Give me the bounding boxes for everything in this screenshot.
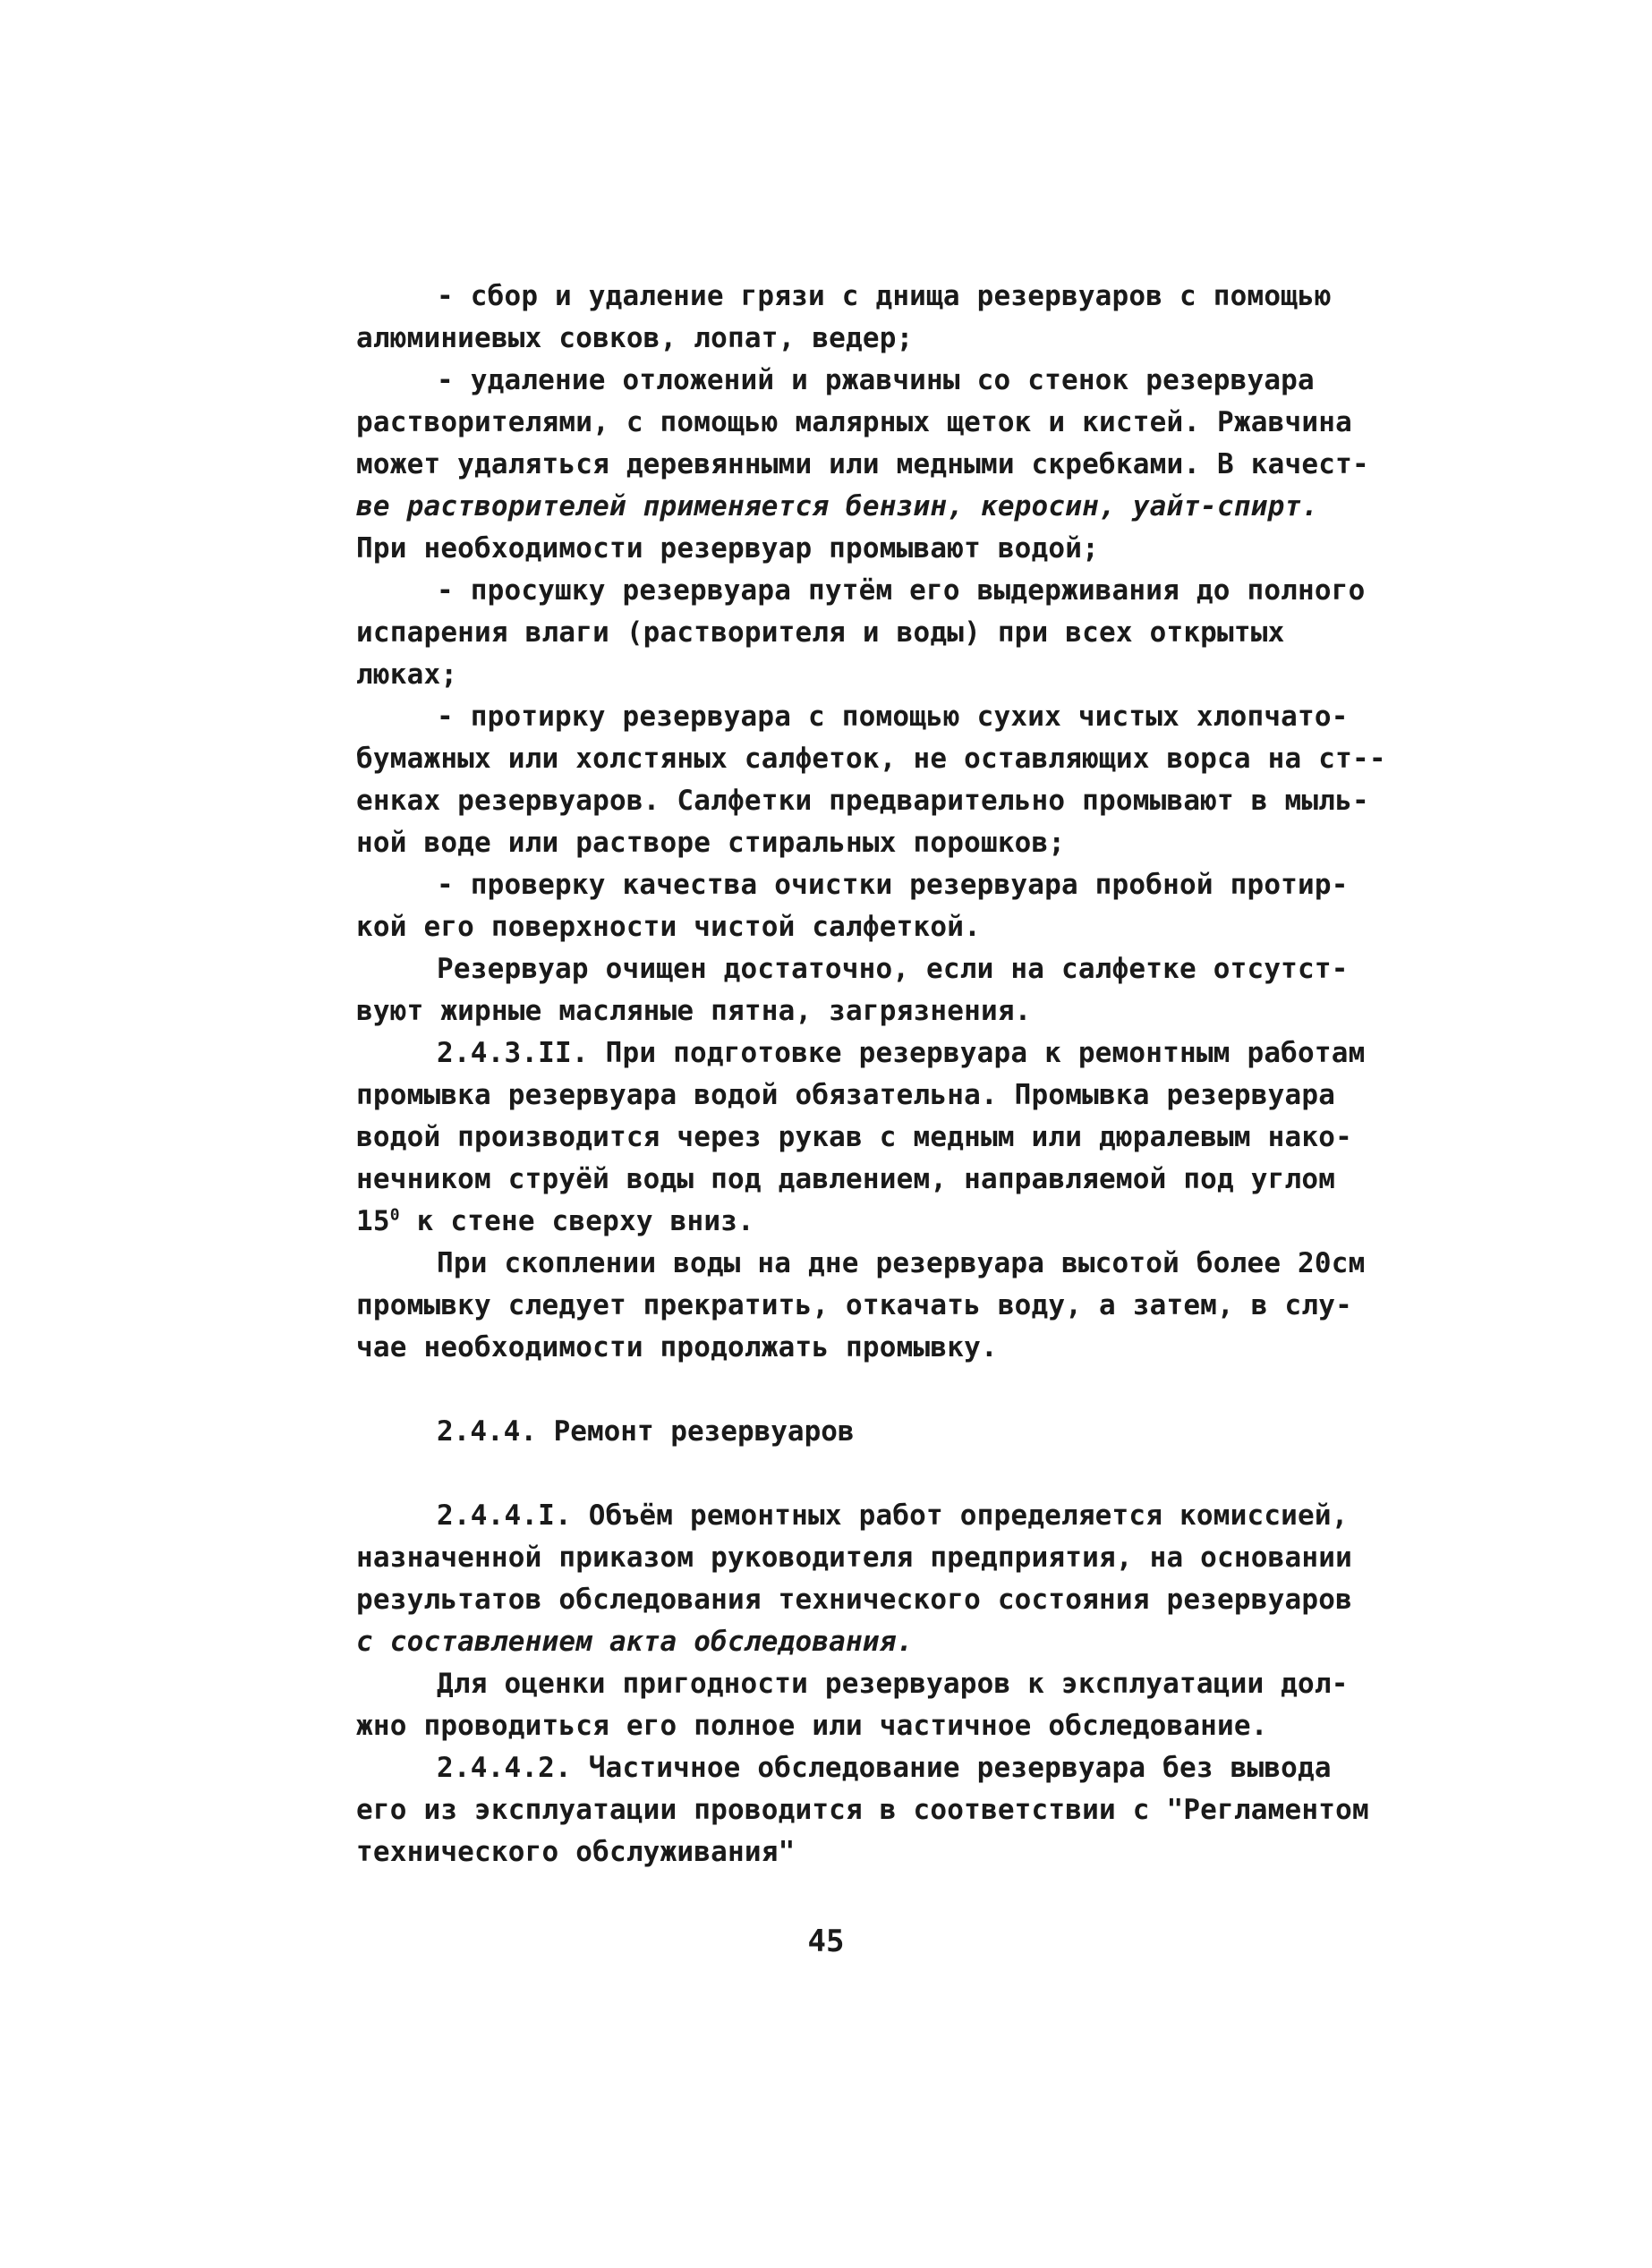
angle-rest: к стене сверху вниз. (399, 1205, 754, 1237)
text-line: испарения влаги (растворителя и воды) при всех открытых (356, 616, 1285, 649)
angle-value: 15 (356, 1205, 390, 1237)
text-line: - проверку качества очистки резервуара пробной протир- (437, 869, 1349, 901)
text-line: чае необходимости продолжать промывку. (356, 1331, 998, 1363)
text-line: результатов обследования технического состояния резервуаров (356, 1584, 1352, 1616)
text-line: назначенной приказом руководителя предприятия, на основании (356, 1542, 1352, 1574)
text-line: алюминиевых совков, лопат, ведер; (356, 322, 914, 354)
text-line: водой производится через рукав с медным или дюралевым нако- (356, 1121, 1352, 1153)
text-line: Резервуар очищен достаточно, если на салфетке отсутст- (437, 953, 1349, 985)
text-line: енках резервуаров. Салфетки предварительно промывают в мыль- (356, 785, 1369, 817)
text-line: промывку следует прекратить, откачать воду, а затем, в слу- (356, 1289, 1352, 1321)
text-line: При необходимости резервуар промывают водой; (356, 532, 1099, 565)
text-line: ной воде или растворе стиральных порошков; (356, 827, 1066, 859)
text-line: - сбор и удаление грязи с днища резервуаров с помощью (437, 280, 1332, 312)
text-line: кой его поверхности чистой салфеткой. (356, 911, 981, 943)
text-line: ве растворителей применяется бензин, керосин, уайт-спирт. (356, 490, 1319, 522)
text-line: технического обслуживания" (356, 1836, 796, 1868)
text-line: нечником струёй воды под давлением, направляемой под углом (356, 1163, 1336, 1195)
text-line: бумажных или холстяных салфеток, не оставляющих ворса на ст-- (356, 743, 1386, 775)
text-line: - протирку резервуара с помощью сухих чистых хлопчато- (437, 701, 1349, 733)
text-line: - просушку резервуара путём его выдерживания до полного (437, 574, 1366, 607)
text-line: люках; (356, 658, 458, 691)
text-line: 2.4.4.2. Частичное обследование резервуара без вывода (437, 1752, 1332, 1784)
spacer (356, 1369, 1385, 1411)
text-line: промывка резервуара водой обязательна. Промывка резервуара (356, 1079, 1336, 1111)
text-line: может удаляться деревянными или медными скребками. В качест- (356, 448, 1369, 480)
text-line: 2.4.4.I. Объём ремонтных работ определяется комиссией, (437, 1499, 1349, 1532)
text-line: с составлением акта обследования. (356, 1626, 914, 1658)
text-line: 2.4.3.II. При подготовке резервуара к ремонтным работам (437, 1037, 1366, 1069)
text-line: жно проводиться его полное или частичное обследование. (356, 1710, 1268, 1742)
text-line: - удаление отложений и ржавчины со стенок резервуара (437, 364, 1315, 396)
section-heading: 2.4.4. Ремонт резервуаров (437, 1415, 855, 1448)
degree-superscript: 0 (389, 1205, 400, 1225)
text-line: вуют жирные масляные пятна, загрязнения. (356, 995, 1032, 1027)
text-line-angle (356, 1201, 1385, 1243)
spacer (356, 1453, 1385, 1495)
text-line: Для оценки пригодности резервуаров к эксплуатации дол- (437, 1668, 1349, 1700)
text-line: При скоплении воды на дне резервуара высотой более 20см (437, 1247, 1366, 1279)
document-body (356, 276, 1385, 1873)
text-line: его из эксплуатации проводится в соответствии с "Регламентом (356, 1794, 1369, 1826)
text-line: растворителями, с помощью малярных щеток и кистей. Ржавчина (356, 406, 1352, 438)
page-number: 45 (807, 1924, 845, 1959)
